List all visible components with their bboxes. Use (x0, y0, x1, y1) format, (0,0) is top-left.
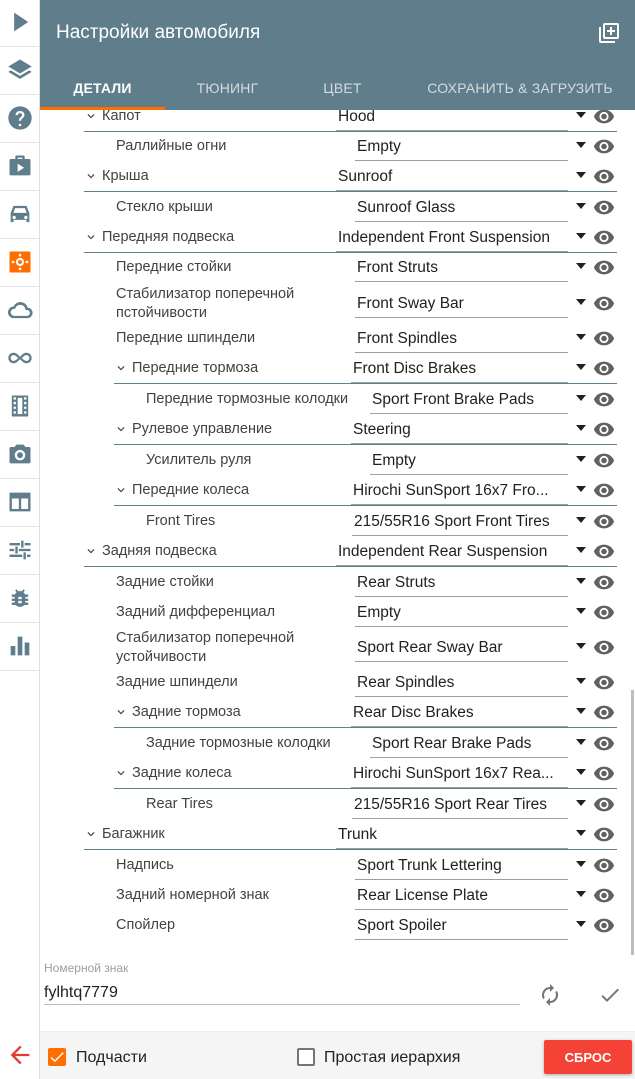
part-select[interactable] (355, 910, 582, 940)
simple-hierarchy-label[interactable]: Простая иерархия (324, 1049, 461, 1066)
part-label: Передние шпиндели (116, 330, 256, 346)
tree-row (40, 323, 620, 353)
footer-bar (40, 1031, 635, 1079)
tree-row (40, 506, 620, 536)
part-label: Передние тормоза (132, 360, 259, 376)
dropdown-arrow-icon (576, 517, 586, 523)
dropdown-arrow-icon (576, 299, 586, 305)
dropdown-arrow-icon (576, 233, 586, 239)
part-select-value: Empty (357, 138, 401, 155)
page-title: Настройки автомобиля (56, 22, 261, 43)
cloud-icon[interactable] (0, 288, 39, 332)
dropdown-arrow-icon (576, 263, 586, 269)
reset-button[interactable]: СБРОС (544, 1040, 632, 1074)
part-select[interactable] (355, 323, 582, 353)
select-underline (355, 281, 568, 282)
eye-icon[interactable] (593, 292, 615, 314)
part-label: Задние стойки (116, 574, 214, 590)
refresh-icon[interactable] (538, 983, 562, 1007)
part-label: Усилитель руля (146, 452, 252, 468)
part-label: Рулевое управление (132, 421, 273, 437)
tree-row (40, 110, 620, 131)
eye-icon[interactable] (593, 357, 615, 379)
eye-icon[interactable] (593, 256, 615, 278)
eye-icon[interactable] (593, 701, 615, 723)
dropdown-arrow-icon (576, 861, 586, 867)
part-select-value: Sport Spoiler (357, 917, 447, 934)
tree-row (40, 353, 620, 383)
eye-icon[interactable] (593, 479, 615, 501)
bug-icon[interactable] (0, 576, 39, 620)
part-select-value: Trunk (338, 826, 378, 843)
app-header (40, 0, 635, 110)
tree-row (40, 384, 620, 414)
tree-row (40, 131, 620, 161)
part-select[interactable] (355, 131, 582, 161)
part-select[interactable] (355, 880, 582, 910)
gear-icon[interactable] (0, 240, 39, 284)
part-select-value: Hirochi SunSport 16x7 Rea... (353, 765, 554, 782)
part-select-value: Steering (353, 421, 411, 438)
eye-icon[interactable] (593, 762, 615, 784)
part-label: Стекло крыши (116, 199, 213, 215)
tree-row (40, 414, 620, 444)
select-underline (355, 626, 568, 627)
rail-divider (0, 670, 39, 671)
dropdown-arrow-icon (576, 921, 586, 927)
chevron-down-icon[interactable] (84, 169, 98, 183)
part-select-value: Empty (372, 452, 416, 469)
rail-divider (0, 478, 39, 479)
eye-icon[interactable] (593, 540, 615, 562)
eye-icon[interactable] (593, 793, 615, 815)
tree-row (40, 445, 620, 475)
part-select[interactable] (370, 384, 582, 414)
part-select[interactable] (351, 475, 582, 505)
eye-icon[interactable] (593, 327, 615, 349)
part-label: Задние шпиндели (116, 674, 238, 690)
film-icon[interactable] (0, 384, 39, 428)
part-select-value: Sport Front Brake Pads (372, 391, 534, 408)
part-label: Задняя подвеска (102, 543, 217, 559)
dropdown-arrow-icon (576, 112, 586, 118)
part-select[interactable] (370, 728, 582, 758)
dropdown-arrow-icon (576, 608, 586, 614)
tree-scrollbar[interactable] (631, 690, 634, 955)
tree-row (40, 667, 620, 697)
tab-tuning[interactable]: ТЮНИНГ (196, 80, 259, 96)
part-label: Багажник (102, 826, 165, 842)
part-select-value: Sport Rear Sway Bar (357, 639, 503, 656)
rail-divider (0, 142, 39, 143)
part-select-value: 215/55R16 Sport Rear Tires (354, 796, 547, 813)
part-label: Передняя подвеска (102, 229, 235, 245)
tree-row (40, 697, 620, 727)
part-label: Задний дифференциал (116, 604, 276, 620)
part-select[interactable] (336, 110, 582, 131)
part-select-value: Independent Rear Suspension (338, 543, 548, 560)
part-select[interactable] (352, 506, 582, 536)
tree-row (40, 728, 620, 758)
dropdown-arrow-icon (576, 142, 586, 148)
part-select-value: Rear License Plate (357, 887, 488, 904)
dropdown-arrow-icon (576, 769, 586, 775)
chevron-down-icon[interactable] (114, 766, 128, 780)
eye-icon[interactable] (593, 732, 615, 754)
dropdown-arrow-icon (576, 800, 586, 806)
chevron-down-icon[interactable] (114, 422, 128, 436)
dropdown-arrow-icon (576, 334, 586, 340)
part-select[interactable] (355, 667, 582, 697)
eye-icon[interactable] (593, 884, 615, 906)
part-label: Надпись (116, 857, 174, 873)
dropdown-arrow-icon (576, 364, 586, 370)
tree-row (40, 597, 620, 627)
part-label: Задние тормоза (132, 704, 241, 720)
part-select-value: Sunroof Glass (357, 199, 456, 216)
eye-icon[interactable] (593, 165, 615, 187)
chevron-down-icon[interactable] (114, 705, 128, 719)
subparts-label[interactable]: Подчасти (76, 1049, 147, 1066)
part-select-value: Rear Spindles (357, 674, 455, 691)
car-icon[interactable] (0, 192, 39, 236)
tree-row (40, 192, 620, 222)
eye-icon[interactable] (593, 914, 615, 936)
eye-icon[interactable] (593, 823, 615, 845)
eye-icon[interactable] (593, 449, 615, 471)
dropdown-arrow-icon (576, 425, 586, 431)
part-select-value: Sport Rear Brake Pads (372, 735, 532, 752)
chevron-down-icon[interactable] (84, 827, 98, 841)
part-select[interactable] (351, 697, 582, 727)
part-select-value: Independent Front Suspension (338, 229, 550, 246)
tree-row (40, 850, 620, 880)
part-label: Спойлер (116, 917, 176, 933)
eye-icon[interactable] (593, 671, 615, 693)
part-select[interactable] (351, 414, 582, 444)
tree-row (40, 758, 620, 788)
dropdown-arrow-icon (576, 739, 586, 745)
part-select-value: 215/55R16 Sport Front Tires (354, 513, 550, 530)
part-select[interactable] (355, 288, 582, 318)
chevron-down-icon[interactable] (84, 230, 98, 244)
camera-icon[interactable] (0, 432, 39, 476)
part-select-value: Rear Struts (357, 574, 436, 591)
license-plate-input[interactable] (44, 981, 520, 1005)
rail-divider (0, 526, 39, 527)
tree-row (40, 161, 620, 191)
tree-row (40, 222, 620, 252)
dropdown-arrow-icon (576, 891, 586, 897)
part-label: Стабилизатор поперечной устойчивости (116, 630, 295, 665)
tree-row (40, 475, 620, 505)
tree-row (40, 819, 620, 849)
dropdown-arrow-icon (576, 172, 586, 178)
part-select-value: Hirochi SunSport 16x7 Fro... (353, 482, 549, 499)
chevron-down-icon[interactable] (84, 544, 98, 558)
part-label: Раллийные огни (116, 138, 227, 154)
left-icon-rail (0, 0, 40, 1079)
part-select[interactable] (336, 536, 582, 566)
part-select[interactable] (336, 161, 582, 191)
tab-bar (40, 66, 635, 110)
part-label: Задние колеса (132, 765, 232, 781)
part-label: Крыша (102, 168, 149, 184)
part-select[interactable] (352, 789, 582, 819)
tree-row (40, 630, 620, 665)
eye-icon[interactable] (593, 510, 615, 532)
rail-divider (0, 286, 39, 287)
rail-divider (0, 238, 39, 239)
arrow-left-icon[interactable] (0, 1033, 39, 1077)
part-select-value: Front Sway Bar (357, 295, 464, 312)
part-label: Задние тормозные колодки (146, 735, 331, 751)
license-plate-label: Номерной знак (44, 961, 129, 975)
tree-row (40, 536, 620, 566)
part-label: Капот (102, 110, 141, 124)
eye-icon[interactable] (593, 388, 615, 410)
rail-divider (0, 382, 39, 383)
tree-row (40, 567, 620, 597)
part-label: Front Tires (146, 513, 216, 529)
part-select[interactable] (336, 222, 582, 252)
chevron-down-icon[interactable] (114, 361, 128, 375)
tree-row (40, 252, 620, 282)
part-select[interactable] (351, 353, 582, 383)
part-label: Rear Tires (146, 796, 213, 812)
dropdown-arrow-icon (576, 395, 586, 401)
dropdown-arrow-icon (576, 578, 586, 584)
check-icon[interactable] (598, 983, 622, 1007)
part-select[interactable] (370, 445, 582, 475)
eye-icon[interactable] (593, 854, 615, 876)
part-select[interactable] (355, 632, 582, 662)
part-select[interactable] (355, 567, 582, 597)
eye-icon[interactable] (593, 636, 615, 658)
eye-icon[interactable] (593, 418, 615, 440)
tab-color[interactable]: ЦВЕТ (323, 80, 362, 96)
simple-hierarchy-checkbox[interactable] (297, 1048, 315, 1066)
dropdown-arrow-icon (576, 678, 586, 684)
bar-chart-icon[interactable] (0, 624, 39, 668)
help-icon[interactable] (0, 96, 39, 140)
part-select-value: Rear Disc Brakes (353, 704, 474, 721)
subparts-checkbox[interactable] (48, 1048, 66, 1066)
eye-icon[interactable] (593, 571, 615, 593)
part-select-value: Sunroof (338, 168, 393, 185)
tree-row (40, 880, 620, 910)
eye-icon[interactable] (593, 226, 615, 248)
select-underline (355, 317, 568, 318)
dropdown-arrow-icon (576, 643, 586, 649)
part-select[interactable] (351, 758, 582, 788)
dropdown-arrow-icon (576, 456, 586, 462)
dropdown-arrow-icon (576, 708, 586, 714)
rail-divider (0, 334, 39, 335)
dropdown-arrow-icon (576, 547, 586, 553)
part-select[interactable] (355, 192, 582, 222)
tree-row (40, 789, 620, 819)
parts-tree (40, 110, 635, 950)
part-select-value: Front Struts (357, 259, 438, 276)
part-label: Передние тормозные колодки (146, 391, 349, 407)
part-select[interactable] (355, 850, 582, 880)
tab-save-load[interactable]: СОХРАНИТЬ & ЗАГРУЗИТЬ (427, 80, 613, 96)
part-label: Стабилизатор поперечной пстойчивости (116, 286, 295, 321)
tree-row (40, 910, 620, 940)
tree-row (40, 286, 620, 321)
select-underline (355, 939, 568, 940)
part-select-value: Hood (338, 110, 376, 125)
rail-divider (0, 622, 39, 623)
play-icon[interactable] (0, 0, 39, 44)
rail-divider (0, 46, 39, 47)
window-icon[interactable] (0, 480, 39, 524)
briefcase-play-icon[interactable] (0, 144, 39, 188)
infinity-icon[interactable] (0, 336, 39, 380)
sliders-icon[interactable] (0, 528, 39, 572)
eye-icon[interactable] (593, 196, 615, 218)
rail-divider (0, 94, 39, 95)
rail-divider (0, 574, 39, 575)
library-add-icon[interactable] (597, 21, 621, 45)
dropdown-arrow-icon (576, 486, 586, 492)
dropdown-arrow-icon (576, 830, 586, 836)
part-select[interactable] (336, 819, 582, 849)
select-underline (355, 661, 568, 662)
eye-icon[interactable] (593, 601, 615, 623)
layers-icon[interactable] (0, 48, 39, 92)
part-select-value: Empty (357, 604, 401, 621)
rail-divider (0, 430, 39, 431)
part-select-value: Front Disc Brakes (353, 360, 477, 377)
eye-icon[interactable] (593, 110, 615, 127)
rail-divider (0, 190, 39, 191)
part-select[interactable] (355, 597, 582, 627)
part-select-value: Sport Trunk Lettering (357, 857, 502, 874)
dropdown-arrow-icon (576, 203, 586, 209)
part-label: Задний номерной знак (116, 887, 269, 903)
part-select-value: Front Spindles (357, 330, 457, 347)
tab-details[interactable]: ДЕТАЛИ (73, 80, 132, 96)
chevron-down-icon[interactable] (84, 110, 98, 123)
part-label: Передние стойки (116, 259, 232, 275)
part-label: Передние колеса (132, 482, 250, 498)
part-select[interactable] (355, 252, 582, 282)
eye-icon[interactable] (593, 135, 615, 157)
chevron-down-icon[interactable] (114, 483, 128, 497)
